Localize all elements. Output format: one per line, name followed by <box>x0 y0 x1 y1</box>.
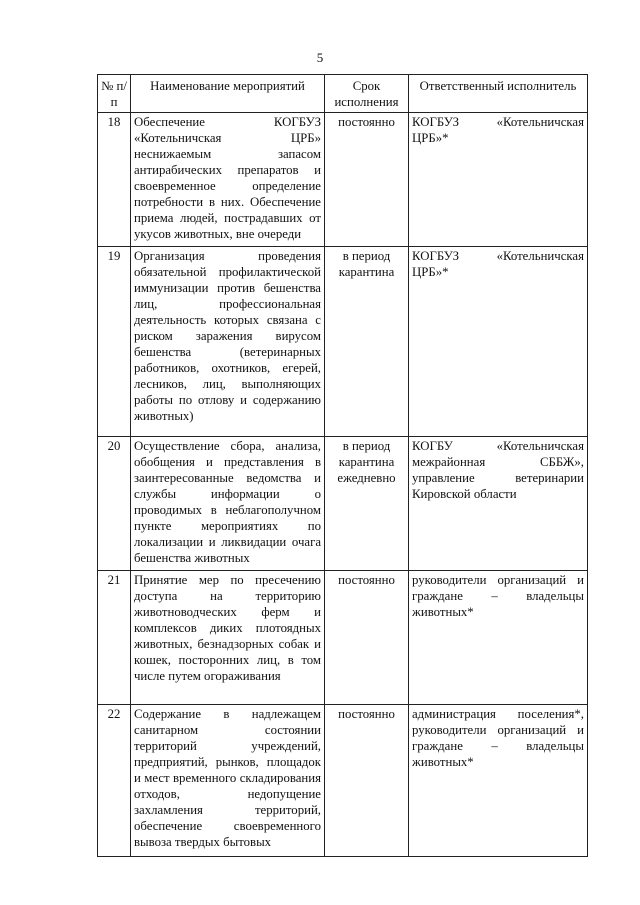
measure-responsible: руководители организаций и граждане – владельцы животных* <box>409 571 588 705</box>
header-name: Наименование мероприятий <box>131 75 325 113</box>
measure-name: Содержание в надлежащем санитарном состоянии территорий учреждений, предприятий, рынков, площадок и мест временного складирования отходов, недопущение захламления территорий, обеспечение своевременного вывоза твердых бытовых <box>131 705 325 857</box>
row-number: 20 <box>98 437 131 571</box>
measures-table <box>97 74 588 857</box>
measure-term: в период карантина ежедневно <box>325 437 409 571</box>
measure-responsible: КОГБУЗ «Котельничская ЦРБ»* <box>409 113 588 247</box>
table-row <box>98 247 588 437</box>
measure-responsible: администрация поселения*, руководители организаций и граждане – владельцы животных* <box>409 705 588 857</box>
table-row <box>98 571 588 705</box>
measure-term: постоянно <box>325 705 409 857</box>
measure-responsible: КОГБУЗ «Котельничская ЦРБ»* <box>409 247 588 437</box>
row-number: 21 <box>98 571 131 705</box>
measure-term: постоянно <box>325 113 409 247</box>
row-number: 19 <box>98 247 131 437</box>
measure-term: в период карантина <box>325 247 409 437</box>
row-number: 22 <box>98 705 131 857</box>
measure-name: Организация проведения обязательной профилактической иммунизации против бешенства лиц, профессиональная деятельность которых связана с риском заражения вирусом бешенства (ветеринарных работников, охотников, егерей, лесников, лиц, выполняющих работы по отлову и содержанию животных) <box>131 247 325 437</box>
page-number: 5 <box>316 50 324 65</box>
table-row <box>98 113 588 247</box>
measure-name: Осуществление сбора, анализа, обобщения и представления в заинтересованные ведомства и службы информации о проводимых в неблагополучном пункте мероприятиях по локализации и ликвидации очага бешенства животных <box>131 437 325 571</box>
header-responsible: Ответственный исполнитель <box>409 75 588 113</box>
measure-name: Обеспечение КОГБУЗ «Котельничская ЦРБ» неснижаемым запасом антирабических препаратов и своевременное определение потребности в них. Обеспечение приема людей, пострадавших от укусов животных, вне очереди <box>131 113 325 247</box>
header-term: Срок исполнения <box>325 75 409 113</box>
header-num: № п/п <box>98 75 131 113</box>
table-row <box>98 705 588 857</box>
row-number: 18 <box>98 113 131 247</box>
measure-name: Принятие мер по пресечению доступа на территорию животноводческих ферм и комплексов диких плотоядных животных, безнадзорных собак и кошек, посторонних лиц, в том числе путем огораживания <box>131 571 325 705</box>
measure-responsible: КОГБУ «Котельничская межрайонная СББЖ», управление ветеринарии Кировской области <box>409 437 588 571</box>
table-row <box>98 437 588 571</box>
table-header-row <box>98 75 588 113</box>
measure-term: постоянно <box>325 571 409 705</box>
